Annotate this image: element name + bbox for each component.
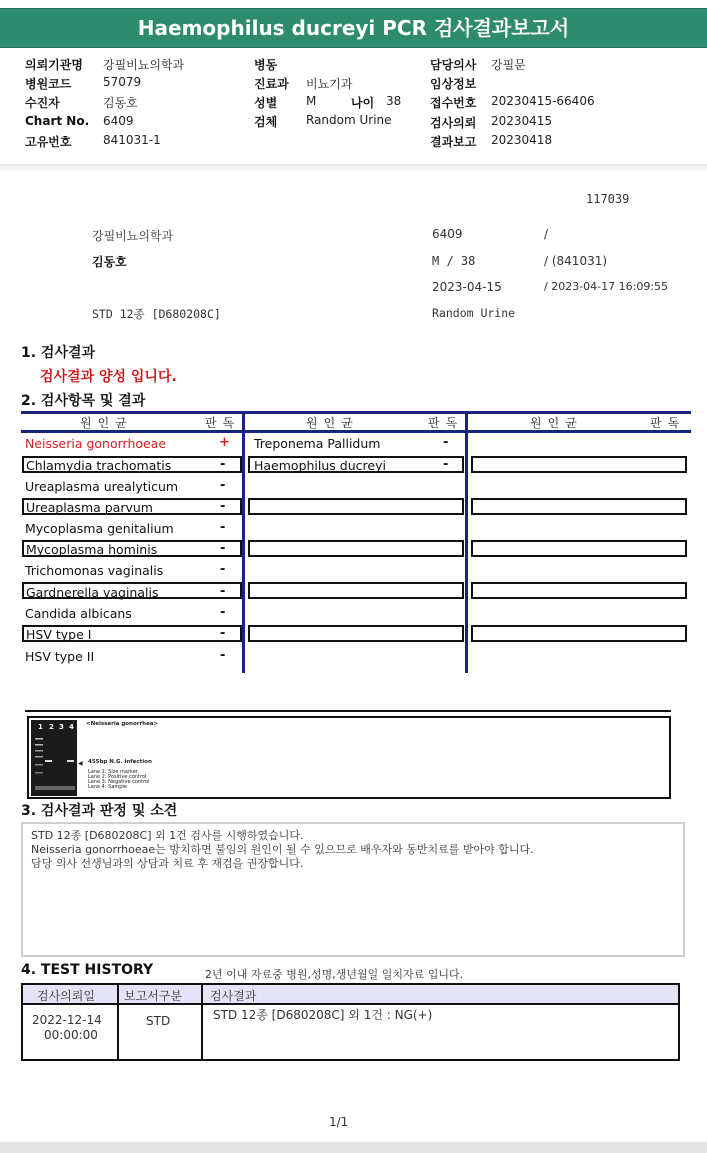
empty-row-box	[471, 582, 687, 599]
empty-row-box	[248, 498, 464, 515]
separator: /	[544, 227, 549, 241]
organism-name: Gardnerella vaginalis	[26, 585, 159, 600]
organism-name: Ureaplasma parvum	[26, 500, 153, 515]
organism-name: Mycoplasma genitalium	[25, 521, 174, 536]
organism-result: -	[220, 605, 226, 620]
history-header-date: 검사의뢰일	[37, 989, 95, 1003]
hospital-code-value: 57079	[103, 75, 142, 89]
empty-row-box	[471, 625, 687, 642]
footer-bar	[0, 1142, 707, 1153]
chart-label: Chart No.	[25, 114, 90, 128]
gel-lane-label: 2	[49, 723, 54, 731]
specimen-value: Random Urine	[306, 113, 392, 127]
receipt-value: 20230415-66406	[491, 94, 595, 108]
section-4-heading: 4. TEST HISTORY	[21, 962, 154, 978]
gel-legend-item: Lane 1: Size marker	[88, 769, 138, 775]
empty-row-box	[248, 582, 464, 599]
organism-result: -	[220, 520, 226, 535]
positive-result-message: 검사결과 양성 입니다.	[40, 369, 177, 385]
empty-row-box	[248, 540, 464, 557]
organism-name: HSV type II	[25, 649, 95, 664]
gel-top-rule	[25, 710, 671, 712]
receipt-label: 접수번호	[430, 96, 477, 110]
sex-age: M / 38	[432, 254, 476, 268]
history-note: 2년 이내 자료중 병원,성명,생년월일 일치자료 입니다.	[205, 968, 464, 981]
history-header-type: 보고서구분	[124, 989, 182, 1003]
organism-name: Neisseria gonorrhoeae	[25, 436, 167, 451]
receipt-date: 2023-04-15	[432, 280, 502, 294]
history-date: 2022-12-14	[32, 1013, 102, 1027]
request-label: 검사의뢰	[430, 116, 477, 130]
section-2-heading: 2. 검사항목 및 결과	[21, 393, 146, 409]
history-type: STD	[146, 1014, 171, 1028]
dept-value: 비뇨기과	[306, 77, 353, 91]
gel-legend-item: Lane 2: Positive control	[88, 774, 147, 780]
gel-lane-label: 1	[38, 723, 43, 731]
organism-result: -	[220, 499, 226, 514]
chart-value: 6409	[103, 114, 134, 128]
gel-bands	[31, 720, 77, 796]
section-1-heading: 1. 검사결과	[21, 345, 96, 361]
gel-title: <Neisseria gonorrhea>	[86, 721, 159, 727]
gel-band-label: 455bp N.G. infection	[88, 759, 152, 765]
clinic-name: 강필비뇨의학과	[92, 229, 174, 243]
organism-result: -	[220, 626, 226, 641]
gel-legend-item: Lane 3: Negative control	[88, 779, 150, 785]
organism-name: Chlamydia trachomatis	[26, 458, 172, 473]
institution-label: 의뢰기관명	[25, 58, 83, 72]
specimen-label: 검체	[254, 115, 278, 129]
unique-label: 고유번호	[25, 135, 72, 149]
empty-row-box	[471, 540, 687, 557]
organism-name: Treponema Pallidum	[254, 436, 381, 451]
section-3-heading: 3. 검사결과 판정 및 소견	[21, 803, 178, 819]
col-header-result-3: 판독	[650, 416, 686, 430]
patient-value: 김동호	[103, 96, 138, 110]
test-name: STD 12종 [D680208C]	[92, 307, 221, 321]
organism-result: -	[220, 457, 226, 472]
report-code: 117039	[586, 192, 630, 206]
col-header-organism-1: 원인균	[80, 416, 133, 430]
col-header-organism-3: 원인균	[530, 416, 583, 430]
gel-legend-item: Lane 4: Sample	[88, 784, 127, 790]
organism-result: -	[443, 435, 449, 450]
history-header-bg	[23, 985, 678, 1003]
patient-name: 김동호	[92, 255, 127, 269]
finding-line: 담당 의사 선생님과의 상담과 치료 후 재검을 권장합니다.	[31, 857, 304, 870]
unique-value: 841031-1	[103, 133, 161, 147]
header-info	[0, 48, 707, 165]
organism-result: -	[220, 478, 226, 493]
age-label: 나이	[351, 96, 375, 110]
organism-name: Mycoplasma hominis	[26, 542, 158, 557]
patient-label: 수진자	[25, 96, 60, 110]
finding-line: STD 12종 [D680208C] 외 1건 검사를 시행하였습니다.	[31, 829, 304, 842]
organism-result: -	[220, 584, 226, 599]
shade-divider	[0, 164, 707, 172]
empty-row-box	[471, 456, 687, 473]
organism-name: HSV type I	[26, 627, 92, 642]
organism-result: -	[220, 562, 226, 577]
col-header-result-1: 판독	[205, 416, 241, 430]
history-col-divider	[117, 983, 119, 1061]
ward-label: 병동	[254, 58, 278, 72]
report-title: Haemophilus ducreyi PCR 검사결과보고서	[0, 8, 707, 48]
page-number: 1/1	[329, 1115, 349, 1129]
gel-photo	[31, 720, 77, 796]
hospital-code-label: 병원코드	[25, 77, 72, 91]
arrow-icon: ◀	[78, 760, 83, 767]
sex-value: M	[306, 94, 317, 108]
specimen-type: Random Urine	[432, 306, 516, 320]
chart-number: 6409	[432, 227, 463, 241]
dept-label: 진료과	[254, 77, 289, 91]
gel-lane-label: 4	[69, 723, 74, 731]
report-datetime: / 2023-04-17 16:09:55	[544, 280, 669, 293]
history-col-divider	[201, 983, 203, 1061]
gel-lane-label: 3	[59, 723, 64, 731]
report-value: 20230418	[491, 133, 553, 147]
organism-name: Ureaplasma urealyticum	[25, 479, 179, 494]
col-header-result-2: 판독	[428, 416, 464, 430]
report-label: 결과보고	[430, 135, 477, 149]
organism-name: Trichomonas vaginalis	[25, 563, 164, 578]
col-header-organism-2: 원인균	[306, 416, 359, 430]
request-value: 20230415	[491, 114, 553, 128]
institution-value: 강필비뇨의학과	[103, 58, 185, 72]
organism-result: -	[443, 457, 449, 472]
organism-name: Candida albicans	[25, 606, 132, 621]
empty-row-box	[248, 625, 464, 642]
history-result: STD 12종 [D680208C] 외 1건 : NG(+)	[213, 1008, 433, 1022]
organism-result: +	[219, 435, 230, 450]
empty-row-box	[471, 498, 687, 515]
history-header-result: 검사결과	[210, 989, 257, 1003]
table-divider-2	[465, 411, 468, 673]
finding-line: Neisseria gonorrhoeae는 방치하면 불임의 원인이 될 수 있으므로 배우자와 동반치료를 받아야 합니다.	[31, 843, 534, 856]
age-value: 38	[386, 94, 402, 108]
clinical-label: 임상정보	[430, 77, 477, 91]
sex-label: 성별	[254, 96, 278, 110]
table-divider-1	[242, 411, 245, 673]
organism-name: Haemophilus ducreyi	[254, 458, 386, 473]
history-header-rule	[21, 1003, 680, 1005]
organism-result: -	[220, 541, 226, 556]
birth-date: / (841031)	[544, 254, 608, 268]
doctor-value: 강필문	[491, 58, 526, 72]
history-time: 00:00:00	[44, 1028, 98, 1042]
organism-result: -	[220, 648, 226, 663]
doctor-label: 담당의사	[430, 58, 477, 72]
